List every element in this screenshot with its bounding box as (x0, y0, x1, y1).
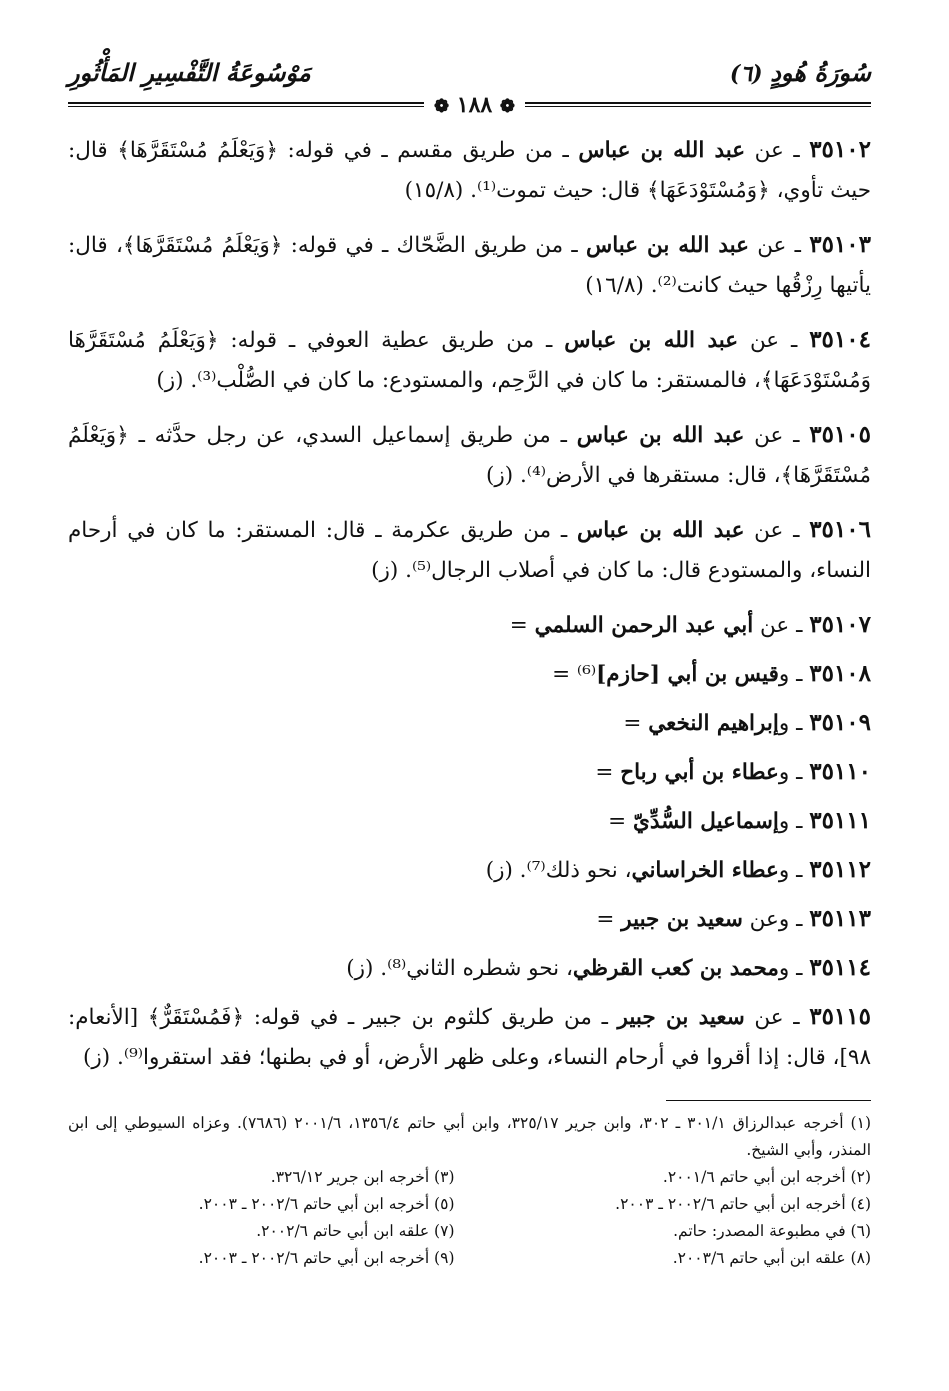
narration-entry: ٣٥١٠٥ ـ عن عبد الله بن عباس ـ من طريق إسماعيل السدي، عن رجل حدَّثه ـ ﴿وَيَعْلَمُ مُسْتَقَرَّهَا﴾، قال: مستقرها في الأرض⁽⁴⁾. (ز) (68, 421, 871, 488)
entry-number: ٣٥١١٤ (809, 954, 871, 981)
entry-text: = (608, 809, 633, 834)
entry-text: ـ من طريق كلثوم بن جبير ـ في قوله: ﴿فَمُسْتَقَرٌّ﴾ [الأنعام: ٩٨]، قال: إذا أقروا في أرحام النساء، وعلى ظهر الأرض، أو في بطنها؛ فقد استقروا⁽⁹⁾. (ز) (68, 1005, 871, 1070)
narrator-name: إسماعيل السُّدِّيّ (632, 809, 779, 834)
narration-entry: ٣٥١٠٨ ـ وقيس بن أبي [حازم]⁽⁶⁾ = (552, 660, 871, 687)
narrator-name: عبد الله بن عباس (576, 423, 745, 448)
page-number: ١٨٨ (456, 92, 493, 118)
narrator-name: عبد الله بن عباس (576, 518, 745, 543)
entry-text: = (596, 907, 622, 932)
narration-entry: ٣٥١١٤ ـ ومحمد بن كعب القرظي، نحو شطره الثاني⁽⁸⁾. (ز) (346, 954, 871, 981)
entry-text: ـ من طريق الضَّحّاك ـ في قوله: ﴿وَيَعْلَمُ مُسْتَقَرَّهَا﴾، قال: يأتيها رِزْقُها حيث كانت⁽²⁾. (١٦/٨) (68, 233, 871, 298)
entry-text: ، نحو ذلك⁽⁷⁾. (ز) (485, 858, 632, 883)
narrator-name: محمد بن كعب القرظي (572, 956, 779, 981)
footnote: (٣) أخرجه ابن جرير ٣٢٦/١٢. (270, 1168, 455, 1186)
narrator-name: عطاء بن أبي رباح (620, 760, 779, 785)
footnote: (٩) أخرجه ابن أبي حاتم ٢٠٠٢/٦ ـ ٢٠٠٣. (198, 1249, 455, 1267)
ornament-icon: ❁ (434, 96, 450, 117)
page-number-block (0, 92, 949, 118)
entry-text: = (623, 711, 649, 736)
surah-name: سُورَةُ هُودٍ (770, 58, 871, 87)
narrator-name: أبي عبد الرحمن السلمي (534, 613, 754, 638)
narration-entry: ٣٥١١٣ ـ وعن سعيد بن جبير = (596, 905, 871, 932)
footnote-separator (666, 1100, 871, 1101)
entry-number: ٣٥١٠٥ (809, 421, 871, 448)
narrator-name: قيس بن أبي [حازم] (596, 662, 779, 687)
narrator-name: سعيد بن جبير (617, 1005, 745, 1030)
surah-title (730, 58, 871, 87)
footnote: (٢) أخرجه ابن أبي حاتم ٢٠٠١/٦. (662, 1168, 871, 1186)
entry-text: ـ من طريق مقسم ـ في قوله: ﴿وَيَعْلَمُ مُسْتَقَرَّهَا﴾ قال: حيث تأوي، ﴿وَمُسْتَوْدَعَهَا﴾ قال: حيث تموت⁽¹⁾. (١٥/٨) (68, 138, 871, 203)
narrator-name: عبد الله بن عباس (564, 328, 739, 353)
narrator-name: سعيد بن جبير (621, 907, 743, 932)
part-number: (٦) (729, 61, 763, 87)
footnote: (٨) علقه ابن أبي حاتم ٢٠٠٣/٦. (672, 1249, 871, 1267)
entry-number: ٣٥١٠٨ (809, 660, 871, 687)
narration-entry: ٣٥١٠٣ ـ عن عبد الله بن عباس ـ من طريق الضَّحّاك ـ في قوله: ﴿وَيَعْلَمُ مُسْتَقَرَّهَا﴾، قال: يأتيها رِزْقُها حيث كانت⁽²⁾. (١٦/٨) (68, 231, 871, 298)
entry-number: ٣٥١٠٤ (809, 326, 871, 353)
narration-entry: ٣٥١١٥ ـ عن سعيد بن جبير ـ من طريق كلثوم بن جبير ـ في قوله: ﴿فَمُسْتَقَرٌّ﴾ [الأنعام: ٩٨]، قال: إذا أقروا في أرحام النساء، وعلى ظهر الأرض، أو في بطنها؛ فقد استقروا⁽⁹⁾. (ز) (68, 1003, 871, 1070)
narrator-name: إبراهيم النخعي (648, 711, 779, 736)
narration-entry: ٣٥١١١ ـ وإسماعيل السُّدِّيّ = (608, 807, 871, 834)
footnote: (١) أخرجه عبدالرزاق ٣٠١/١ ـ ٣٠٢، وابن جرير ٣٢٥/١٧، وابن أبي حاتم ١٣٥٦/٤، ٢٠٠١/٦ (٧٦٨٦). وعزاه السيوطي إلى ابن المنذر، وأبي الشيخ. (68, 1114, 871, 1159)
entry-number: ٣٥١١٥ (809, 1003, 871, 1030)
footnote: (٧) علقه ابن أبي حاتم ٢٠٠٢/٦. (256, 1222, 455, 1240)
entry-number: ٣٥١٠٢ (809, 136, 871, 163)
entry-number: ٣٥١١٠ (809, 758, 871, 785)
entry-number: ٣٥١١٣ (809, 905, 871, 932)
footnotes (68, 1110, 871, 1272)
narration-entry: ٣٥١٠٩ ـ وإبراهيم النخعي = (623, 709, 871, 736)
entry-number: ٣٥١٠٣ (809, 231, 871, 258)
footnote: (٦) في مطبوعة المصدر: حاتم. (673, 1222, 871, 1240)
entry-text: = (595, 760, 621, 785)
narrator-name: عبد الله بن عباس (578, 138, 746, 163)
entry-text: ـ من طريق عطية العوفي ـ قوله: ﴿وَيَعْلَمُ مُسْتَقَرَّهَا وَمُسْتَوْدَعَهَا﴾، فالمستقر: ما كان في الرَّحِم، والمستودع: ما كان في الصُّلْب⁽³⁾. (ز) (68, 328, 871, 393)
footnote: (٥) أخرجه ابن أبي حاتم ٢٠٠٢/٦ ـ ٢٠٠٣. (198, 1195, 455, 1213)
footnote-grid (68, 1164, 871, 1272)
entry-text: ⁽⁶⁾ = (552, 662, 597, 687)
book-title: مَوْسُوعَةُ التَّفْسِيرِ المَأْثُورِ (68, 58, 311, 87)
narrator-name: عطاء الخراساني (631, 858, 779, 883)
ornament-icon: ❁ (499, 96, 515, 117)
entry-number: ٣٥١٠٩ (809, 709, 871, 736)
entry-number: ٣٥١١١ (809, 807, 871, 834)
entry-text: ـ من طريق عكرمة ـ قال: المستقر: ما كان في أرحام النساء، والمستودع قال: ما كان في أصلاب الرجال⁽⁵⁾. (ز) (68, 518, 871, 583)
entry-text: ـ من طريق إسماعيل السدي، عن رجل حدَّثه ـ ﴿وَيَعْلَمُ مُسْتَقَرَّهَا﴾، قال: مستقرها في الأرض⁽⁴⁾. (ز) (68, 423, 871, 488)
narration-entry: ٣٥١١٠ ـ وعطاء بن أبي رباح = (595, 758, 871, 785)
entry-number: ٣٥١١٢ (809, 856, 871, 883)
narration-entry: ٣٥١٠٢ ـ عن عبد الله بن عباس ـ من طريق مقسم ـ في قوله: ﴿وَيَعْلَمُ مُسْتَقَرَّهَا﴾ قال: حيث تأوي، ﴿وَمُسْتَوْدَعَهَا﴾ قال: حيث تموت⁽¹⁾. (١٥/٨) (68, 136, 871, 203)
main-text (68, 130, 871, 1092)
entry-text: ، نحو شطره الثاني⁽⁸⁾. (ز) (346, 956, 573, 981)
entry-number: ٣٥١٠٦ (809, 516, 871, 543)
footnote: (٤) أخرجه ابن أبي حاتم ٢٠٠٢/٦ ـ ٢٠٠٣. (615, 1195, 871, 1213)
narration-entry: ٣٥١٠٧ ـ عن أبي عبد الرحمن السلمي = (509, 611, 871, 638)
narration-entry: ٣٥١٠٦ ـ عن عبد الله بن عباس ـ من طريق عكرمة ـ قال: المستقر: ما كان في أرحام النساء، والمستودع قال: ما كان في أصلاب الرجال⁽⁵⁾. (ز) (68, 516, 871, 583)
narration-entry: ٣٥١١٢ ـ وعطاء الخراساني، نحو ذلك⁽⁷⁾. (ز) (485, 856, 871, 883)
entry-text: = (509, 613, 535, 638)
entry-number: ٣٥١٠٧ (809, 611, 871, 638)
narrator-name: عبد الله بن عباس (585, 233, 749, 258)
narration-entry: ٣٥١٠٤ ـ عن عبد الله بن عباس ـ من طريق عطية العوفي ـ قوله: ﴿وَيَعْلَمُ مُسْتَقَرَّهَا وَمُسْتَوْدَعَهَا﴾، فالمستقر: ما كان في الرَّحِم، والمستودع: ما كان في الصُّلْب⁽³⁾. (ز) (68, 326, 871, 393)
